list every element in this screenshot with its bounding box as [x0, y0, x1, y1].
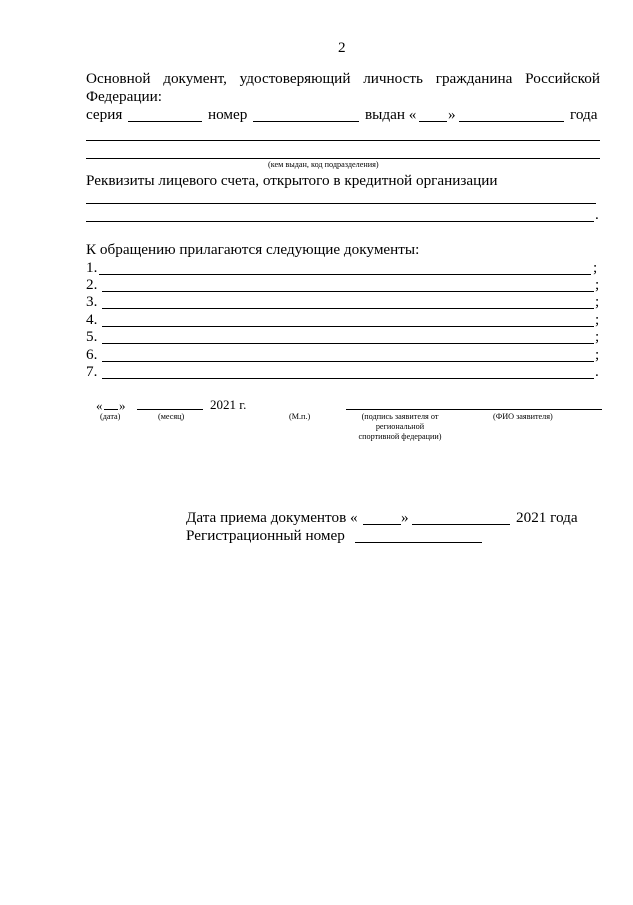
attachments-heading: К обращению прилагаются следующие документы: [86, 241, 420, 258]
registration-number-label: Регистрационный номер [186, 527, 345, 544]
reception-quote-close: » [401, 509, 409, 526]
signature-quote-open: « [96, 398, 103, 413]
attachment-number: 1. [86, 259, 98, 276]
issued-day-field[interactable] [419, 121, 447, 122]
reception-day-field[interactable] [363, 524, 401, 525]
issued-quote-close: » [448, 106, 456, 123]
registration-number-field[interactable] [355, 542, 482, 543]
month-caption: (месяц) [158, 412, 185, 421]
series-field[interactable] [128, 121, 202, 122]
passport-heading-cont: Федерации: [86, 88, 162, 105]
year-label: года [570, 106, 598, 123]
signature-field[interactable] [346, 409, 602, 410]
attachment-number: 3. [86, 293, 98, 310]
attachment-field[interactable] [99, 274, 591, 275]
account-end-mark: . [595, 206, 599, 223]
attachment-field[interactable] [102, 361, 594, 362]
account-heading: Реквизиты лицевого счета, открытого в кредитной организации [86, 172, 498, 189]
attachment-end: ; [595, 346, 600, 363]
issued-month-field[interactable] [459, 121, 564, 122]
issued-by-caption: (кем выдан, код подразделения) [268, 160, 379, 169]
attachment-number: 5. [86, 328, 98, 345]
attachment-field[interactable] [102, 343, 594, 344]
stamp-caption: (М.п.) [289, 412, 311, 421]
page-number: 2 [338, 39, 346, 56]
signature-quote-close: » [119, 398, 126, 413]
signature-caption-line3: спортивной федерации) [358, 432, 442, 441]
attachment-end: ; [595, 328, 600, 345]
reception-month-field[interactable] [412, 524, 510, 525]
series-label: серия [86, 106, 123, 123]
reception-year-label: 2021 года [516, 509, 578, 526]
number-field[interactable] [253, 121, 359, 122]
signature-caption: (подпись заявителя от [361, 412, 439, 421]
account-field-2[interactable] [86, 221, 594, 222]
reception-date-label: Дата приема документов « [186, 509, 358, 526]
signature-month-field[interactable] [137, 409, 203, 410]
attachment-end: ; [593, 259, 598, 276]
attachment-number: 6. [86, 346, 98, 363]
attachment-field[interactable] [102, 291, 594, 292]
date-caption: (дата) [100, 412, 121, 421]
attachment-field[interactable] [102, 378, 594, 379]
attachment-end: ; [595, 293, 600, 310]
signature-day-field[interactable] [104, 409, 118, 410]
signature-year: 2021 г. [210, 397, 247, 412]
attachment-field[interactable] [102, 308, 594, 309]
attachment-number: 4. [86, 311, 98, 328]
signature-caption-line2: региональной [375, 422, 425, 431]
attachment-end: . [595, 363, 599, 380]
issued-label: выдан « [365, 106, 417, 123]
attachment-number: 7. [86, 363, 98, 380]
attachment-number: 2. [86, 276, 98, 293]
attachment-end: ; [595, 311, 600, 328]
number-label: номер [208, 106, 248, 123]
attachment-end: ; [595, 276, 600, 293]
issued-by-field-1[interactable] [86, 140, 600, 141]
attachment-field[interactable] [102, 326, 594, 327]
fio-caption: (ФИО заявителя) [493, 412, 553, 421]
issued-by-field-2[interactable] [86, 158, 600, 159]
passport-heading: Основной документ, удостоверяющий личность гражданина Российской [86, 70, 600, 87]
account-field-1[interactable] [86, 203, 596, 204]
